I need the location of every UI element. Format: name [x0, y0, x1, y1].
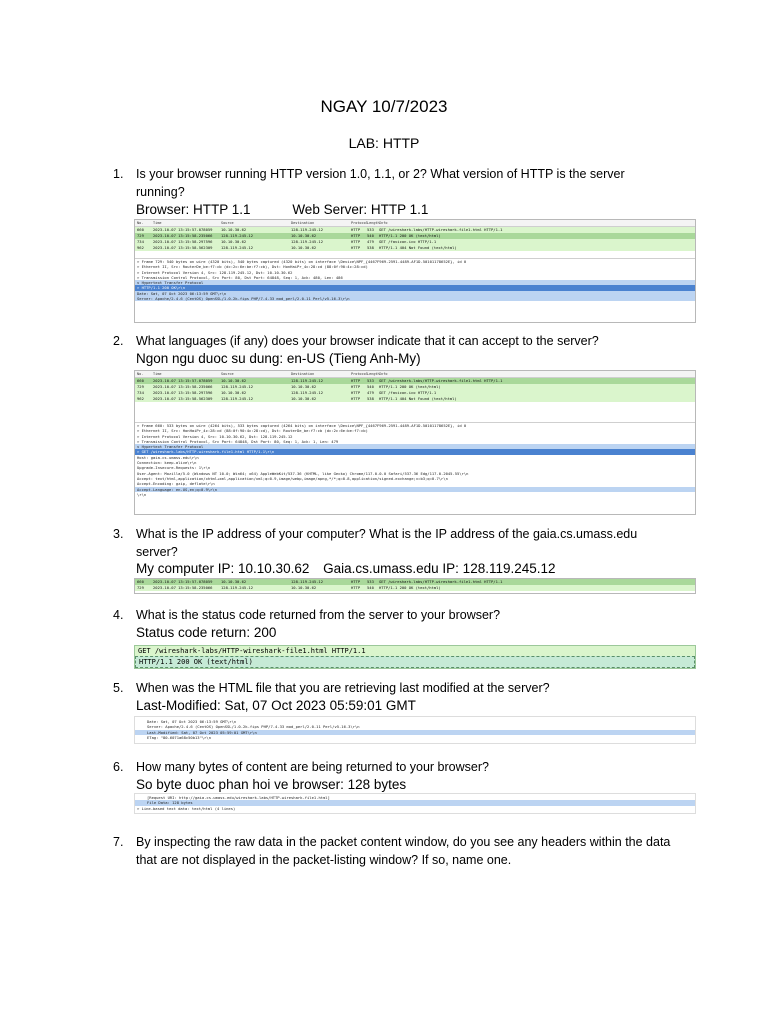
detail-line[interactable]: User-Agent: Mozilla/5.0 (Windows NT 10.0; Win64; x64) AppleWebKit/537.36 (KHTML, like Gecko) Chrome/117.0.0.0 Safari/537.36 Edg/117.0.2045.55\r\n [137, 470, 469, 476]
detail-line[interactable]: ETag: "80-6071a68c50b13"\r\n [147, 734, 212, 740]
detail-line[interactable]: > Ethernet II, Src: HonHaiPr_4c:28:cd (88:0f:90:4c:28:cd), Dst: RouterDe_be:f7:cb (dc:2c:6e:be:f7:cb) [137, 428, 368, 434]
packet-row[interactable]: 734 2023-10-07 13:15:58.297596 10.10.30.62 128.119.245.12 HTTP 479 GET /favicon.ico HTTP/1.1 [135, 390, 695, 396]
packet-row[interactable]: 962 2023-10-07 13:15:58.562309 128.119.245.12 10.10.30.62 HTTP 538 HTTP/1.1 404 Not Found (text/html) [135, 396, 695, 402]
answer-4: Status code return: 200 [136, 625, 277, 640]
answer-1: Browser: HTTP 1.1 Web Server: HTTP 1.1 [136, 202, 429, 217]
question-6: 6. How many bytes of content are being returned to your browser? [113, 760, 489, 774]
wireshark-screenshot-3 [134, 578, 696, 594]
detail-line[interactable]: > Internet Protocol Version 4, Src: 10.10.30.62, Dst: 128.119.245.12 [137, 433, 293, 439]
detail-line[interactable]: > Transmission Control Protocol, Src Port: 80, Dst Port: 64848, Seq: 1, Ack: 480, Len: 486 [137, 274, 343, 280]
detail-line[interactable]: Accept: text/html,application/xhtml+xml,application/xml;q=0.9,image/webp,image/apng,*/*;q=0.8,application/signed-exchange;v=b3;q=0.7\r\n [137, 475, 448, 481]
packet-row[interactable]: 962 2023-10-07 13:15:58.562309 128.119.245.12 10.10.30.62 HTTP 538 HTTP/1.1 404 Not Found (text/html) [135, 245, 695, 251]
packet-row[interactable]: 734 2023-10-07 13:15:58.297596 10.10.30.62 128.119.245.12 HTTP 479 GET /favicon.ico HTTP/1.1 [135, 239, 695, 245]
detail-line[interactable]: v Hypertext Transfer Protocol [135, 280, 695, 285]
detail-line[interactable]: Date: Sat, 07 Oct 2023 06:13:59 GMT\r\n [135, 291, 695, 296]
detail-line[interactable]: > Frame 660: 533 bytes on wire (4264 bits), 533 bytes captured (4264 bits) on interface \Device\NPF_{4467F969-2591-4489-AF1D-50101178652E}, id 0 [137, 423, 467, 428]
detail-line[interactable]: > Frame 729: 540 bytes on wire (4320 bits), 540 bytes captured (4320 bits) on interface \Device\NPF_{4467F969-2591-4489-AF1D-50101178652E}, id 0 [137, 259, 467, 264]
detail-line[interactable]: [Request URI: http://gaia.cs.umass.edu/wireshark-labs/HTTP-wireshark-file1.html] [147, 795, 330, 800]
packet-row[interactable]: GET /wireshark-labs/HTTP-wireshark-file1.html HTTP/1.1 [135, 646, 695, 656]
question-1: 1. Is your browser running HTTP version 1.0, 1.1, or 2? What version of HTTP is the server running? [113, 167, 625, 199]
detail-line[interactable]: Server: Apache/2.4.6 (CentOS) OpenSSL/1.0.2k-fips PHP/7.4.33 mod_perl/2.0.11 Perl/v5.16.3\r\n [135, 296, 695, 301]
wireshark-screenshot-1 [134, 219, 696, 323]
answer-5: Last-Modified: Sat, 07 Oct 2023 05:59:01 GMT [136, 698, 416, 713]
page-title: NGAY 10/7/2023 [320, 97, 448, 116]
wireshark-screenshot-5 [134, 716, 696, 744]
packet-row[interactable]: 660 2023-10-07 13:15:57.078059 10.10.30.62 128.119.245.12 HTTP 533 GET /wireshark-labs/HTTP-wireshark-file1.html HTTP/1.1 [135, 378, 695, 384]
detail-line[interactable]: Accept-Encoding: gzip, deflate\r\n [137, 481, 215, 487]
answer-6: So byte duoc phan hoi ve browser: 128 bytes [136, 777, 407, 792]
answer-3: My computer IP: 10.10.30.62 Gaia.cs.umass.edu IP: 128.119.245.12 [136, 561, 556, 576]
detail-line[interactable]: v Hypertext Transfer Protocol [135, 444, 695, 449]
question-3: 3. What is the IP address of your computer? What is the IP address of the gaia.cs.umass.edu server? [113, 527, 638, 559]
detail-line[interactable]: Connection: keep-alive\r\n [137, 460, 197, 466]
wireshark-screenshot-4 [134, 645, 696, 669]
question-4: 4. What is the status code returned from the server to your browser? [113, 608, 501, 622]
question-2: 2. What languages (if any) does your browser indicate that it can accept to the server? [113, 334, 599, 348]
packet-row[interactable]: 660 2023-10-07 13:15:57.078059 10.10.30.62 128.119.245.12 HTTP 533 GET /wireshark-labs/HTTP-wireshark-file1.html HTTP/1.1 [135, 227, 695, 233]
detail-line[interactable]: Last-Modified: Sat, 07 Oct 2023 05:59:01 GMT\r\n [135, 730, 695, 735]
packet-list-header: No. Time Source Destination ProtocolLengthInfo [135, 220, 695, 227]
detail-line[interactable]: Accept-Language: en-US,en;q=0.9\r\n [135, 487, 695, 492]
question-7: 7. By inspecting the raw data in the packet content window, do you see any headers within the data that are not displayed in the packet-listing window? If so, name one. [113, 835, 671, 867]
detail-line[interactable]: Host: gaia.cs.umass.edu\r\n [137, 454, 199, 460]
detail-line[interactable]: \r\n [137, 491, 147, 497]
detail-line[interactable]: > GET /wireshark-labs/HTTP-wireshark-file1.html HTTP/1.1\r\n [135, 449, 695, 454]
detail-line[interactable]: File Data: 128 bytes [135, 800, 695, 805]
packet-row[interactable]: 729 2023-10-07 13:15:58.235066 128.119.245.12 10.10.30.62 HTTP 540 HTTP/1.1 200 OK (text/html) [135, 585, 695, 591]
packet-list-header: No. Time Source Destination ProtocolLengthInfo [135, 371, 695, 378]
detail-line[interactable]: Upgrade-Insecure-Requests: 1\r\n [137, 465, 211, 471]
answer-2: Ngon ngu duoc su dung: en-US (Tieng Anh-My) [136, 351, 421, 366]
packet-row[interactable]: 729 2023-10-07 13:15:58.235066 128.119.245.12 10.10.30.62 HTTP 540 HTTP/1.1 200 OK (text/html) [135, 233, 695, 239]
packet-row[interactable]: 729 2023-10-07 13:15:58.235066 128.119.245.12 10.10.30.62 HTTP 540 HTTP/1.1 200 OK (text/html) [135, 384, 695, 390]
detail-line[interactable]: Date: Sat, 07 Oct 2023 06:13:59 GMT\r\n [147, 719, 237, 724]
detail-line[interactable]: > Internet Protocol Version 4, Src: 128.119.245.12, Dst: 10.10.30.62 [137, 269, 293, 275]
packet-row[interactable]: HTTP/1.1 200 OK (text/html) [135, 656, 695, 668]
wireshark-screenshot-2 [134, 370, 696, 515]
detail-line[interactable]: > HTTP/1.1 200 OK\r\n [135, 285, 695, 290]
question-5: 5. When was the HTML file that you are retrieving last modified at the server? [113, 681, 550, 695]
lab-title: LAB: HTTP [348, 135, 420, 151]
detail-line[interactable]: Server: Apache/2.4.6 (CentOS) OpenSSL/1.0.2k-fips PHP/7.4.33 mod_perl/2.0.11 Perl/v5.16.3\r\n [147, 724, 360, 730]
detail-line[interactable]: > Ethernet II, Src: RouterDe_be:f7:cb (dc:2c:6e:be:f7:cb), Dst: HonHaiPr_4c:28:cd (88:0f:90:4c:28:cd) [137, 264, 368, 270]
wireshark-screenshot-6 [134, 793, 696, 814]
detail-line[interactable]: > Line-based text data: text/html (4 lines) [137, 805, 236, 811]
detail-line[interactable]: > Transmission Control Protocol, Src Port: 64848, Dst Port: 80, Seq: 1, Ack: 1, Len: 479 [137, 438, 339, 444]
packet-row[interactable]: 660 2023-10-07 13:15:57.078059 10.10.30.62 128.119.245.12 HTTP 533 GET /wireshark-labs/HTTP-wireshark-file1.html HTTP/1.1 [135, 579, 695, 585]
